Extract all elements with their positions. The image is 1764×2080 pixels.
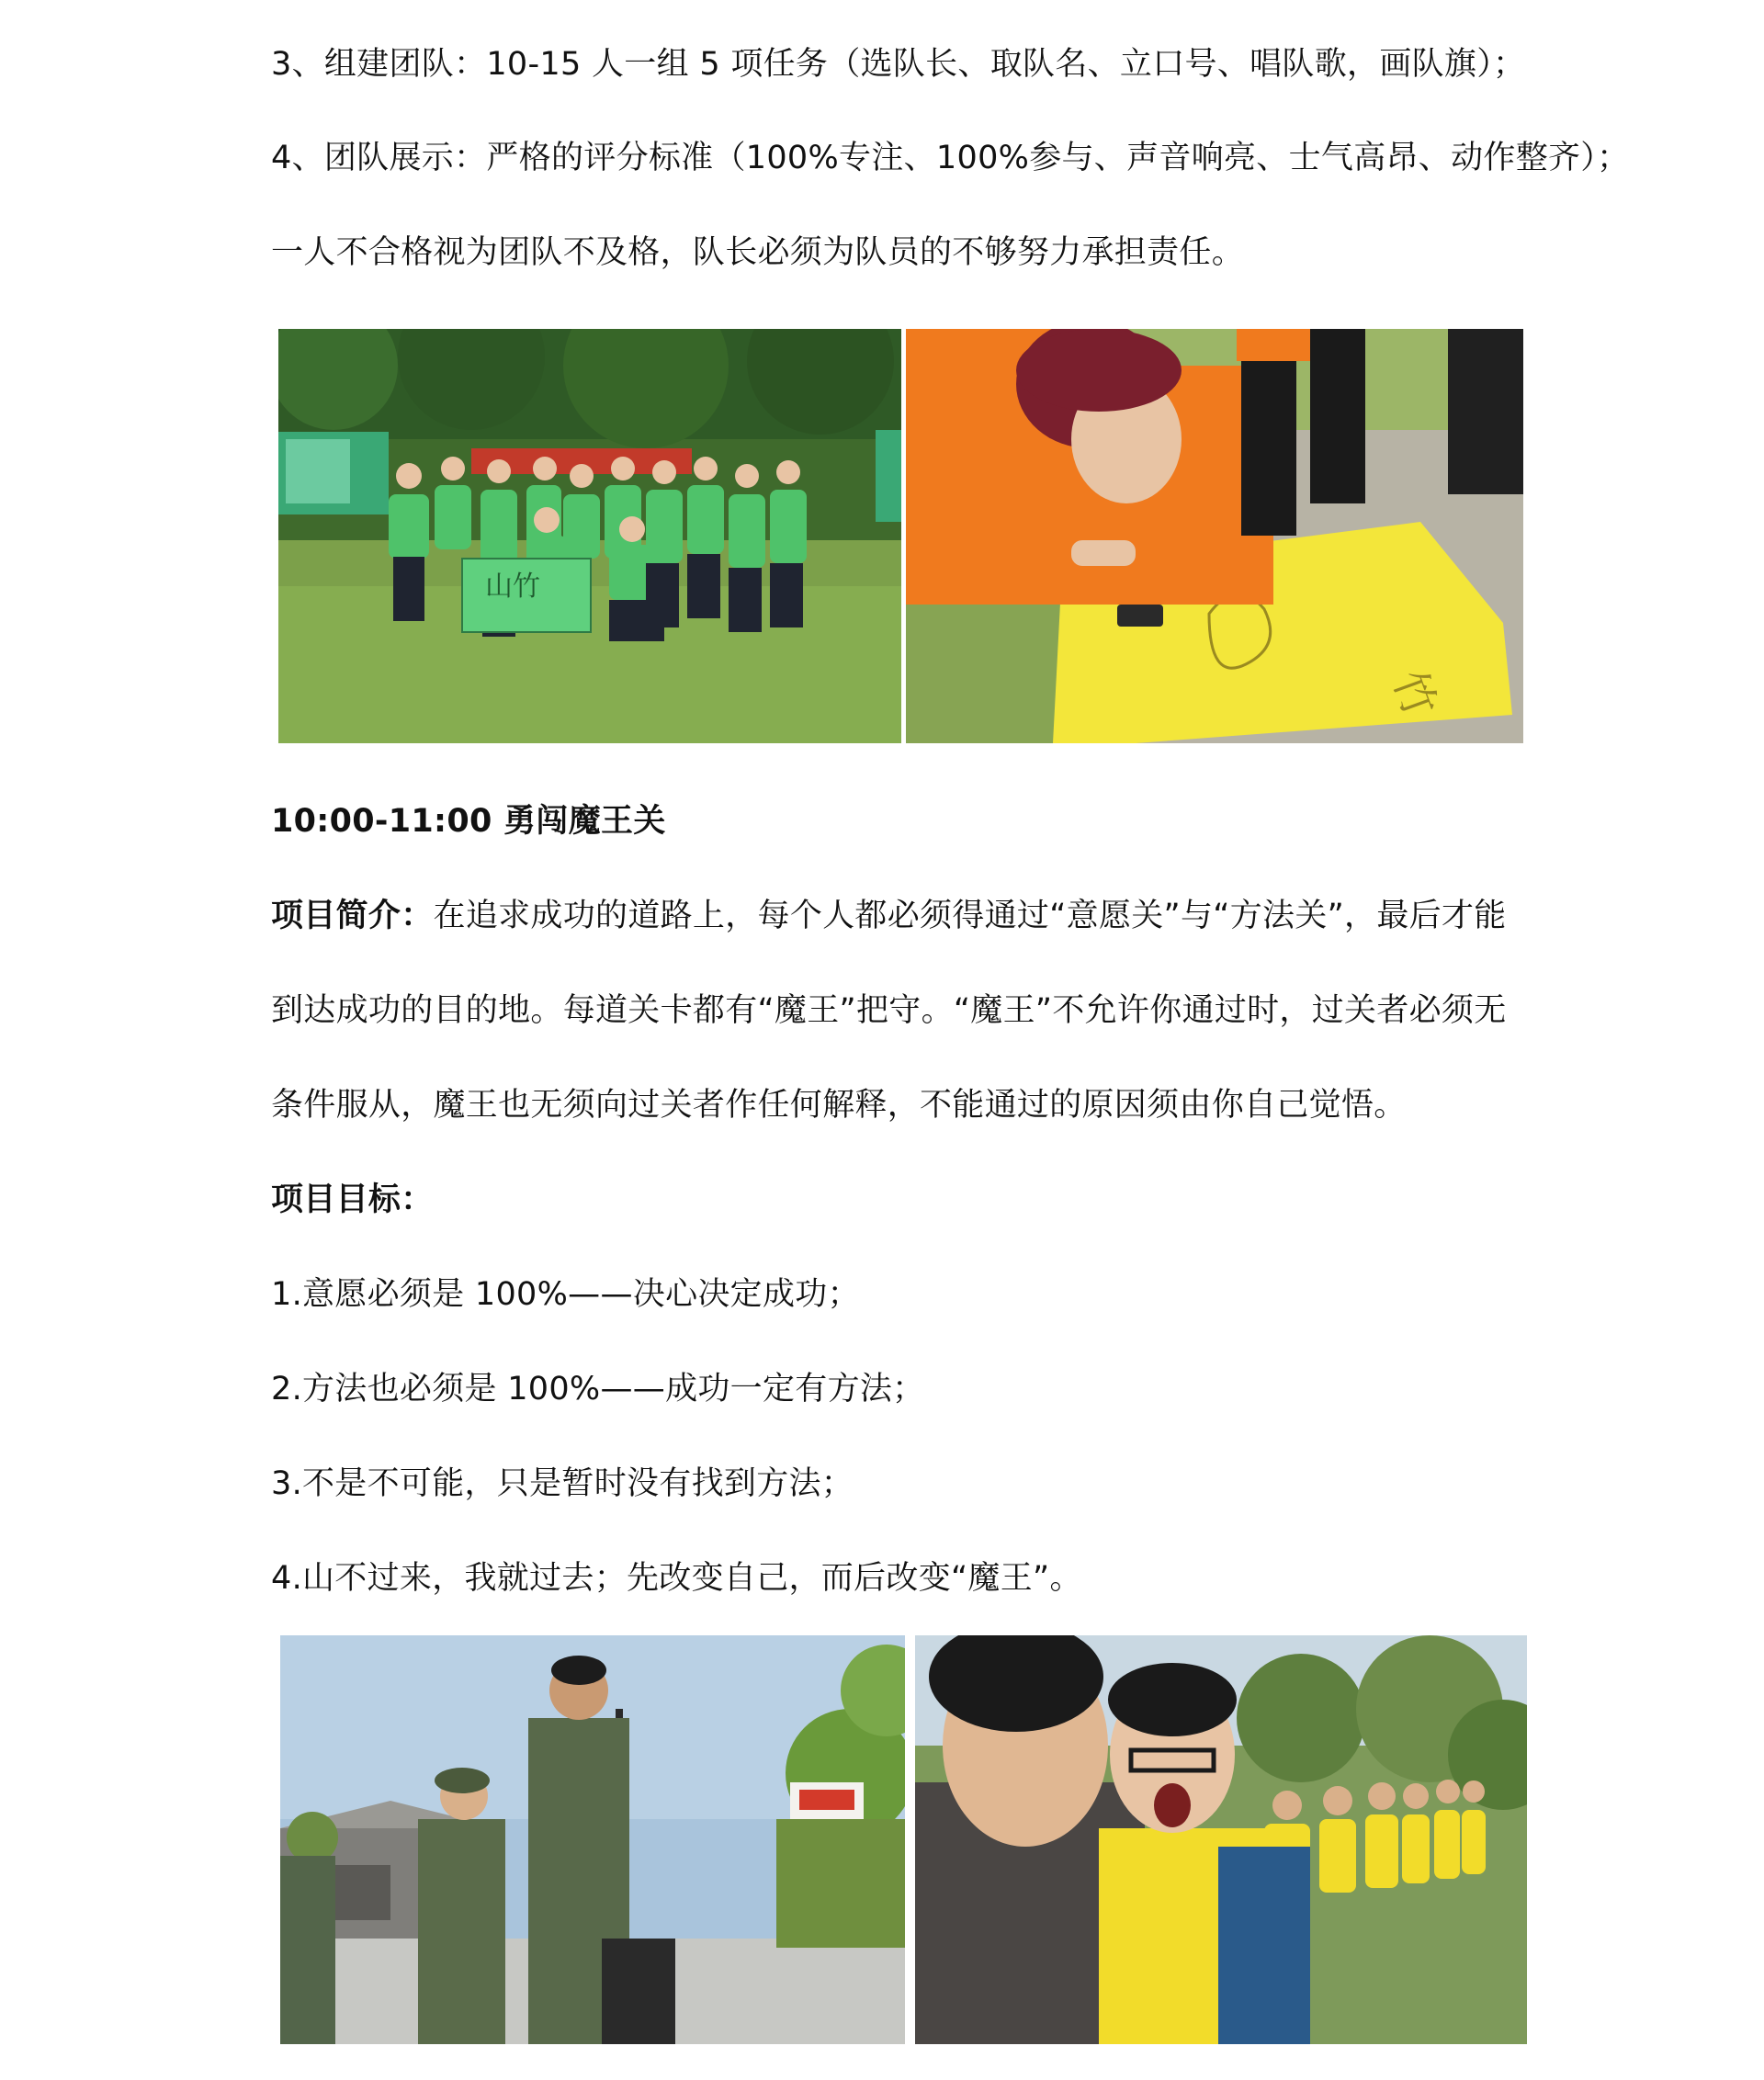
goal-item-3: 3.不是不可能，只是暂时没有找到方法； xyxy=(271,1465,854,1502)
orange-vests-flag-drawing-photo xyxy=(906,329,1523,743)
svg-text:竹: 竹 xyxy=(1382,663,1446,724)
step-4-text: 4、团队展示：严格的评分标准（100%专注、100%参与、声音响亮、士气高昂、动作整齐）； xyxy=(271,140,1630,176)
goal-item-1: 1.意愿必须是 100%——决心决定成功； xyxy=(271,1276,860,1313)
step-4-continuation: 一人不合格视为团队不及格，队长必须为队员的不够努力承担责任。 xyxy=(271,234,1245,271)
intro-text-1: 在追求成功的道路上，每个人都必须得通过“意愿关”与“方法关”，最后才能 xyxy=(433,898,1507,934)
section-heading: 10:00-11:00 勇闯魔王关 xyxy=(271,803,666,840)
intro-paragraph-line-2: 到达成功的目的地。每道关卡都有“魔王”把守。“魔王”不允许你通过时，过关者必须无 xyxy=(271,992,1507,1029)
intro-label: 项目简介： xyxy=(271,898,434,934)
team-flag-text: 山竹 xyxy=(485,571,540,603)
intro-paragraph-line-3: 条件服从，魔王也无须向过关者作任何解释，不能通过的原因须由你自己觉悟。 xyxy=(271,1087,1407,1124)
yellow-vests-shouting-photo xyxy=(915,1635,1527,2044)
camouflage-demon-gate-photo xyxy=(280,1635,905,2044)
goals-label: 项目目标： xyxy=(271,1181,434,1218)
goal-item-2: 2.方法也必须是 100%——成功一定有方法； xyxy=(271,1371,925,1407)
step-3-text: 3、组建团队：10-15 人一组 5 项任务（选队长、取队名、立口号、唱队歌，画队旗）； xyxy=(271,46,1526,83)
intro-paragraph-line-1 xyxy=(271,896,1507,936)
goal-item-4: 4.山不过来，我就过去；先改变自己，而后改变“魔王”。 xyxy=(271,1560,1082,1597)
team-green-vests-photo xyxy=(278,329,901,743)
